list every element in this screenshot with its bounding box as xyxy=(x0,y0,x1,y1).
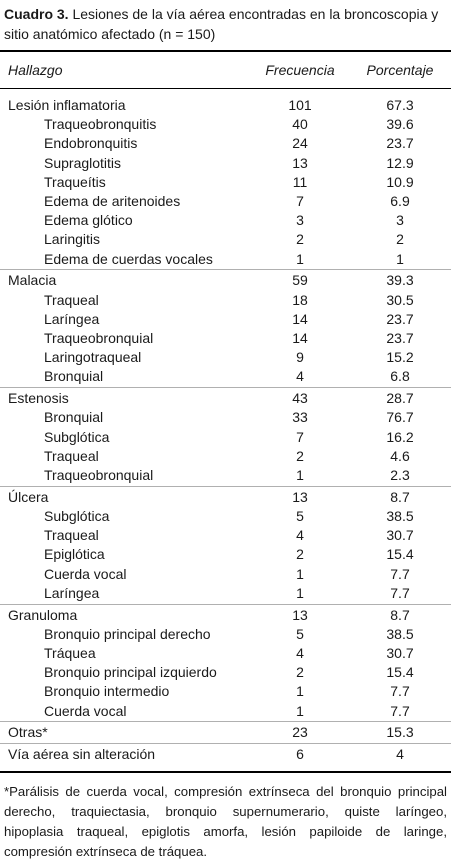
top-rule xyxy=(0,50,451,52)
cell-frecuencia: 18 xyxy=(292,292,308,308)
cell-frecuencia: 2 xyxy=(296,448,304,464)
cell-hallazgo: Laríngea xyxy=(44,311,100,327)
table-row-subcategory xyxy=(0,230,451,249)
cell-frecuencia: 23 xyxy=(292,724,308,740)
cell-hallazgo: Bronquial xyxy=(44,409,104,425)
table-row-subcategory xyxy=(0,134,451,153)
caption-label: Cuadro 3. xyxy=(4,6,69,22)
cell-hallazgo: Úlcera xyxy=(8,489,49,505)
cell-frecuencia: 6 xyxy=(296,746,304,762)
cell-porcentaje: 2.3 xyxy=(390,467,410,483)
table-row-subcategory xyxy=(0,154,451,173)
cell-porcentaje: 30.7 xyxy=(386,527,414,543)
table-footnote: *Parálisis de cuerda vocal, compresión extrínseca del bronquio principal derecho, traquiectasia, bronquio supernumerario, quiste laríngeo, hipoplasia traqueal, epiglotis amorfa, lesión papiloide de laringe, compresión extrínseca de tráquea. xyxy=(4,784,447,859)
cell-porcentaje: 2 xyxy=(396,231,404,247)
cell-porcentaje: 15.3 xyxy=(386,724,414,740)
table-caption xyxy=(4,4,449,44)
cell-porcentaje: 28.7 xyxy=(386,390,414,406)
cell-porcentaje: 3 xyxy=(396,212,404,228)
cell-hallazgo: Traqueal xyxy=(44,448,99,464)
cell-hallazgo: Epiglótica xyxy=(44,546,105,562)
cell-frecuencia: 1 xyxy=(296,251,304,267)
table-row-subcategory xyxy=(0,526,451,545)
cell-frecuencia: 4 xyxy=(296,368,304,384)
cell-porcentaje: 1 xyxy=(396,251,404,267)
cell-porcentaje: 30.5 xyxy=(386,292,414,308)
cell-porcentaje: 4.6 xyxy=(390,448,410,464)
cell-frecuencia: 1 xyxy=(296,566,304,582)
table-row-subcategory xyxy=(0,408,451,427)
cell-hallazgo: Subglótica xyxy=(44,508,110,524)
cell-hallazgo: Laríngea xyxy=(44,585,100,601)
cell-hallazgo: Traqueobronquial xyxy=(44,330,154,346)
group-separator xyxy=(0,604,451,605)
cell-porcentaje: 7.7 xyxy=(390,566,410,582)
table-row-subcategory xyxy=(0,565,451,584)
cell-porcentaje: 23.7 xyxy=(386,330,414,346)
cell-frecuencia: 59 xyxy=(292,272,308,288)
table-row-subcategory xyxy=(0,702,451,721)
cell-frecuencia: 13 xyxy=(292,155,308,171)
cell-hallazgo: Bronquio principal derecho xyxy=(44,626,211,642)
cell-porcentaje: 8.7 xyxy=(390,489,410,505)
group-separator xyxy=(0,387,451,388)
cell-porcentaje: 67.3 xyxy=(386,97,414,113)
cell-frecuencia: 33 xyxy=(292,409,308,425)
cell-frecuencia: 1 xyxy=(296,683,304,699)
table-row-subcategory xyxy=(0,428,451,447)
cell-hallazgo: Traqueobronquial xyxy=(44,467,154,483)
cell-porcentaje: 38.5 xyxy=(386,508,414,524)
table-row-subcategory xyxy=(0,211,451,230)
cell-porcentaje: 8.7 xyxy=(390,607,410,623)
group-separator xyxy=(0,743,451,744)
cell-hallazgo: Laringitis xyxy=(44,231,101,247)
cell-porcentaje: 10.9 xyxy=(386,174,414,190)
cell-porcentaje: 15.4 xyxy=(386,546,414,562)
cell-hallazgo: Traqueítis xyxy=(44,174,106,190)
cell-frecuencia: 3 xyxy=(296,212,304,228)
cell-frecuencia: 2 xyxy=(296,231,304,247)
cell-frecuencia: 5 xyxy=(296,626,304,642)
cell-frecuencia: 1 xyxy=(296,467,304,483)
cell-frecuencia: 24 xyxy=(292,135,308,151)
cell-frecuencia: 14 xyxy=(292,330,308,346)
cell-frecuencia: 40 xyxy=(292,116,308,132)
table-row-subcategory xyxy=(0,466,451,485)
bottom-rule xyxy=(0,771,451,773)
cell-hallazgo: Edema de aritenoides xyxy=(44,193,181,209)
header-hallazgo: Hallazgo xyxy=(8,62,63,78)
table-row-subcategory xyxy=(0,682,451,701)
cell-porcentaje: 16.2 xyxy=(386,429,414,445)
table-row-subcategory xyxy=(0,173,451,192)
cell-hallazgo: Lesión inflamatoria xyxy=(8,97,126,113)
cell-frecuencia: 2 xyxy=(296,546,304,562)
table-row-category xyxy=(0,745,451,764)
cell-frecuencia: 43 xyxy=(292,390,308,406)
cell-frecuencia: 101 xyxy=(288,97,312,113)
cell-hallazgo: Laringotraqueal xyxy=(44,349,142,365)
cell-hallazgo: Malacia xyxy=(8,272,57,288)
cell-porcentaje: 39.3 xyxy=(386,272,414,288)
cell-frecuencia: 11 xyxy=(292,174,308,190)
cell-frecuencia: 14 xyxy=(292,311,308,327)
table-row-subcategory xyxy=(0,291,451,310)
cell-hallazgo: Cuerda vocal xyxy=(44,703,127,719)
table-row-subcategory xyxy=(0,625,451,644)
cell-frecuencia: 2 xyxy=(296,664,304,680)
table-row-subcategory xyxy=(0,545,451,564)
cell-hallazgo: Traqueal xyxy=(44,527,99,543)
cell-frecuencia: 13 xyxy=(292,607,308,623)
cell-porcentaje: 15.4 xyxy=(386,664,414,680)
cell-porcentaje: 15.2 xyxy=(386,349,414,365)
cell-hallazgo: Traqueobronquitis xyxy=(44,116,157,132)
table-row-subcategory xyxy=(0,507,451,526)
cell-porcentaje: 12.9 xyxy=(386,155,414,171)
cell-porcentaje: 76.7 xyxy=(386,409,414,425)
header-rule xyxy=(0,88,451,89)
group-separator xyxy=(0,486,451,487)
cell-hallazgo: Bronquial xyxy=(44,368,104,384)
cell-hallazgo: Otras* xyxy=(8,724,48,740)
cell-hallazgo: Supraglotitis xyxy=(44,155,122,171)
cell-hallazgo: Estenosis xyxy=(8,390,69,406)
table-row-subcategory xyxy=(0,367,451,386)
cell-frecuencia: 9 xyxy=(296,349,304,365)
table-row-category xyxy=(0,606,451,625)
cell-porcentaje: 7.7 xyxy=(390,703,410,719)
cell-hallazgo: Traqueal xyxy=(44,292,99,308)
cell-frecuencia: 1 xyxy=(296,703,304,719)
table-row-subcategory xyxy=(0,310,451,329)
cell-hallazgo: Edema glótico xyxy=(44,212,133,228)
cell-porcentaje: 38.5 xyxy=(386,626,414,642)
table-row-subcategory xyxy=(0,447,451,466)
cell-frecuencia: 13 xyxy=(292,489,308,505)
cell-porcentaje: 4 xyxy=(396,746,404,762)
cell-porcentaje: 7.7 xyxy=(390,585,410,601)
group-separator xyxy=(0,269,451,270)
group-separator xyxy=(0,721,451,722)
cell-frecuencia: 4 xyxy=(296,645,304,661)
header-frecuencia: Frecuencia xyxy=(265,62,335,78)
cell-frecuencia: 1 xyxy=(296,585,304,601)
table-row-category xyxy=(0,723,451,742)
cell-hallazgo: Subglótica xyxy=(44,429,110,445)
table-row-subcategory xyxy=(0,584,451,603)
cell-hallazgo: Cuerda vocal xyxy=(44,566,127,582)
caption-text: Lesiones de la vía aérea encontradas en la broncoscopia y sitio anatómico afectado (n = 150) xyxy=(4,6,439,42)
cell-hallazgo: Vía aérea sin alteración xyxy=(8,746,156,762)
cell-porcentaje: 39.6 xyxy=(386,116,414,132)
cell-frecuencia: 7 xyxy=(296,429,304,445)
cell-porcentaje: 23.7 xyxy=(386,311,414,327)
table-row-subcategory xyxy=(0,329,451,348)
cell-porcentaje: 6.8 xyxy=(390,368,410,384)
table-header xyxy=(0,62,451,82)
cell-frecuencia: 5 xyxy=(296,508,304,524)
table-row-subcategory xyxy=(0,192,451,211)
cell-frecuencia: 7 xyxy=(296,193,304,209)
cell-porcentaje: 30.7 xyxy=(386,645,414,661)
table-row-subcategory xyxy=(0,250,451,269)
table-row-subcategory xyxy=(0,115,451,134)
table-row-subcategory xyxy=(0,348,451,367)
table-row-subcategory xyxy=(0,663,451,682)
cell-hallazgo: Tráquea xyxy=(44,645,96,661)
cell-porcentaje: 7.7 xyxy=(390,683,410,699)
table-row-category xyxy=(0,96,451,115)
table-row-category xyxy=(0,488,451,507)
cell-hallazgo: Endobronquitis xyxy=(44,135,138,151)
table-row-subcategory xyxy=(0,644,451,663)
cell-porcentaje: 23.7 xyxy=(386,135,414,151)
cell-frecuencia: 4 xyxy=(296,527,304,543)
table-row-category xyxy=(0,389,451,408)
cell-hallazgo: Bronquio intermedio xyxy=(44,683,170,699)
cell-hallazgo: Edema de cuerdas vocales xyxy=(44,251,213,267)
cell-hallazgo: Bronquio principal izquierdo xyxy=(44,664,217,680)
header-porcentaje: Porcentaje xyxy=(366,62,434,78)
table-row-category xyxy=(0,271,451,290)
cell-hallazgo: Granuloma xyxy=(8,607,78,623)
cell-porcentaje: 6.9 xyxy=(390,193,410,209)
